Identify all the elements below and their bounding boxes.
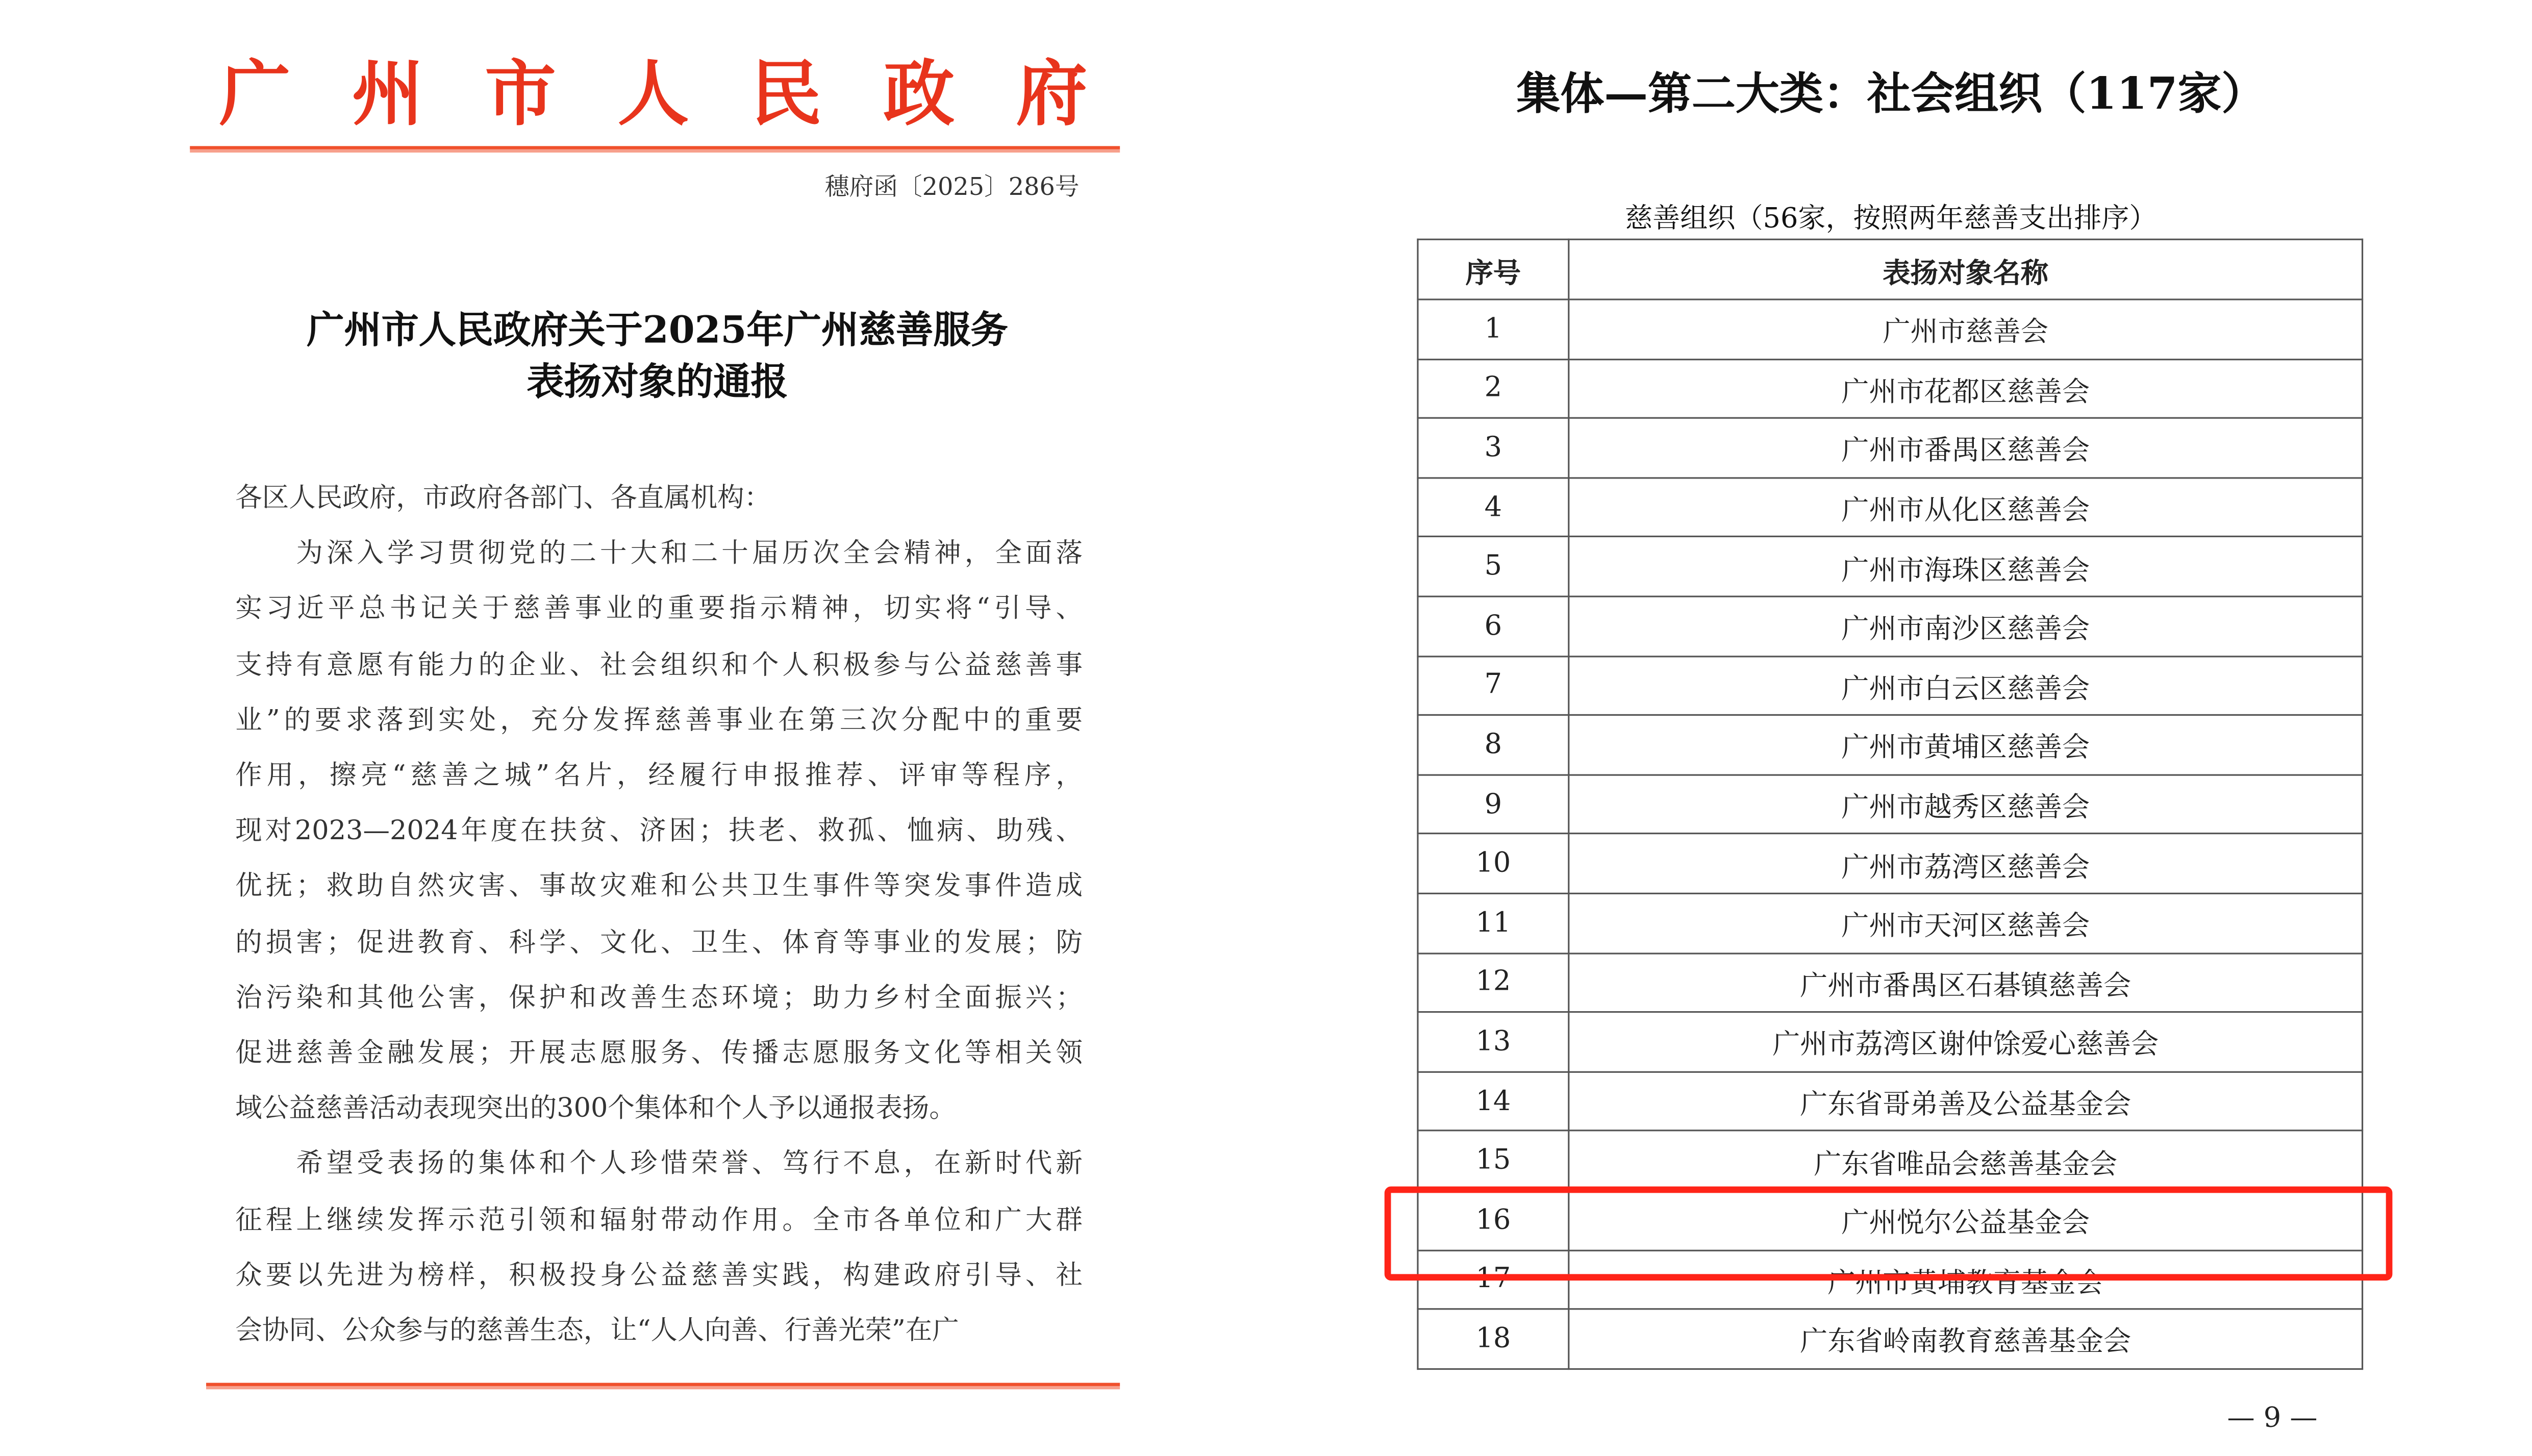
cell-number: 11 <box>1418 893 1569 952</box>
footer-divider <box>206 1383 1120 1386</box>
cell-name: 广州市海珠区慈善会 <box>1569 537 2363 596</box>
cell-number: 17 <box>1418 1250 1569 1309</box>
document-number: 穗府函〔2025〕286号 <box>824 172 1080 202</box>
cell-number: 18 <box>1418 1309 1569 1368</box>
section-heading: 集体—第二大类：社会组织（117家） <box>1516 69 2266 120</box>
document-body <box>235 471 1083 1359</box>
cell-name: 广州市花都区慈善会 <box>1569 359 2363 418</box>
letterhead-char: 民 <box>750 53 822 137</box>
table-row <box>1418 834 2363 893</box>
table-row <box>1418 478 2363 537</box>
title-line: 表扬对象的通报 <box>527 360 788 405</box>
cell-number: 9 <box>1418 774 1569 834</box>
table-row <box>1418 359 2363 418</box>
table-row <box>1418 299 2363 359</box>
body-line: 希望受表扬的集体和个人珍惜荣誉、笃行不息，在新时代新 <box>235 1148 1083 1179</box>
cell-name: 广州悦尔公益基金会 <box>1569 1190 2363 1249</box>
table-row <box>1418 715 2363 774</box>
letterhead-char: 府 <box>1016 53 1088 137</box>
cell-name: 广东省哥弟善及公益基金会 <box>1569 1071 2363 1131</box>
cell-name: 广州市荔湾区谢仲馀爱心慈善会 <box>1569 1012 2363 1071</box>
letterhead-char: 市 <box>485 53 557 137</box>
letterhead <box>190 48 1120 143</box>
body-line: 促进慈善金融发展；开展志愿服务、传播志愿服务文化等相关领 <box>235 1037 1083 1068</box>
body-line: 征程上继续发挥示范引领和辐射带动作用。全市各单位和广大群 <box>235 1203 1083 1235</box>
cell-name: 广州市番禺区慈善会 <box>1569 418 2363 478</box>
cell-name: 广州市越秀区慈善会 <box>1569 774 2363 834</box>
cell-name: 广州市从化区慈善会 <box>1569 478 2363 537</box>
table-row <box>1418 1131 2363 1190</box>
cell-number: 2 <box>1418 359 1569 418</box>
letterhead-char: 广 <box>219 53 291 137</box>
cell-number: 8 <box>1418 715 1569 774</box>
cell-name: 广东省岭南教育慈善基金会 <box>1569 1309 2363 1368</box>
body-line: 治污染和其他公害，保护和改善生态环境；助力乡村全面振兴； <box>235 982 1083 1013</box>
body-line: 为深入学习贯彻党的二十大和二十届历次全会精神，全面落 <box>235 537 1083 569</box>
body-line: 会协同、公众参与的慈善生态，让“人人向善、行善光荣”在广 <box>235 1315 959 1346</box>
body-line: 域公益慈善活动表现突出的300个集体和个人予以通报表扬。 <box>235 1092 956 1124</box>
letterhead-char: 人 <box>617 53 689 137</box>
highlight-box <box>1385 1187 2393 1281</box>
cell-name: 广州市黄埔区慈善会 <box>1569 715 2363 774</box>
letterhead-divider <box>190 146 1120 149</box>
cell-name: 广州市白云区慈善会 <box>1569 656 2363 715</box>
table-row <box>1418 656 2363 715</box>
cell-name: 广州市荔湾区慈善会 <box>1569 834 2363 893</box>
cell-number: 5 <box>1418 537 1569 596</box>
table-header-row <box>1418 239 2363 299</box>
cell-name: 广州市黄埔教育基金会 <box>1569 1250 2363 1309</box>
letterhead-char: 政 <box>883 53 955 137</box>
cell-number: 3 <box>1418 418 1569 478</box>
cell-number: 1 <box>1418 299 1569 359</box>
table-row <box>1418 537 2363 596</box>
cell-name: 广州市番禺区石碁镇慈善会 <box>1569 953 2363 1012</box>
cell-number: 14 <box>1418 1071 1569 1131</box>
cell-number: 4 <box>1418 478 1569 537</box>
cell-number: 7 <box>1418 656 1569 715</box>
cell-number: 12 <box>1418 953 1569 1012</box>
body-line: 的损害；促进教育、科学、文化、卫生、体育等事业的发展；防 <box>235 926 1083 957</box>
page-number: — 9 — <box>2227 1402 2318 1435</box>
cell-name: 广州市天河区慈善会 <box>1569 893 2363 952</box>
table-row <box>1418 596 2363 656</box>
body-line: 优抚；救助自然灾害、事故灾难和公共卫生事件等突发事件造成 <box>235 870 1083 902</box>
cell-name: 广州市慈善会 <box>1569 299 2363 359</box>
cell-name: 广州市南沙区慈善会 <box>1569 596 2363 656</box>
column-header-name: 表扬对象名称 <box>1569 239 2363 299</box>
body-line: 实习近平总书记关于慈善事业的重要指示精神，切实将“引导、 <box>235 593 1083 624</box>
body-line: 支持有意愿有能力的企业、社会组织和个人积极参与公益慈善事 <box>235 648 1083 680</box>
column-header-number: 序号 <box>1418 239 1569 299</box>
document-title <box>190 305 1124 409</box>
body-line: 作用，擦亮“慈善之城”名片，经履行申报推荐、评审等程序， <box>235 759 1083 791</box>
table-row <box>1418 1071 2363 1131</box>
cell-number: 10 <box>1418 834 1569 893</box>
cell-name: 广东省唯品会慈善基金会 <box>1569 1131 2363 1190</box>
body-line: 各区人民政府，市政府各部门、各直属机构： <box>235 482 771 513</box>
cell-number: 6 <box>1418 596 1569 656</box>
title-line: 广州市人民政府关于2025年广州慈善服务 <box>307 308 1008 353</box>
body-line: 业”的要求落到实处，充分发挥慈善事业在第三次分配中的重要 <box>235 704 1083 735</box>
table-row <box>1418 774 2363 834</box>
body-line: 众要以先进为榜样，积极投身公益慈善实践，构建政府引导、社 <box>235 1259 1083 1290</box>
table-row <box>1418 1309 2363 1368</box>
table-row <box>1418 893 2363 952</box>
letterhead-char: 州 <box>352 53 423 137</box>
table-row <box>1418 1012 2363 1071</box>
cell-number: 16 <box>1418 1190 1569 1249</box>
table-caption: 慈善组织（56家，按照两年慈善支出排序） <box>1625 203 2157 236</box>
table-row <box>1418 953 2363 1012</box>
cell-number: 13 <box>1418 1012 1569 1071</box>
table-row <box>1418 418 2363 478</box>
body-line: 现对2023—2024年度在扶贫、济困；扶老、救孤、恤病、助残、 <box>235 815 1083 846</box>
cell-number: 15 <box>1418 1131 1569 1190</box>
